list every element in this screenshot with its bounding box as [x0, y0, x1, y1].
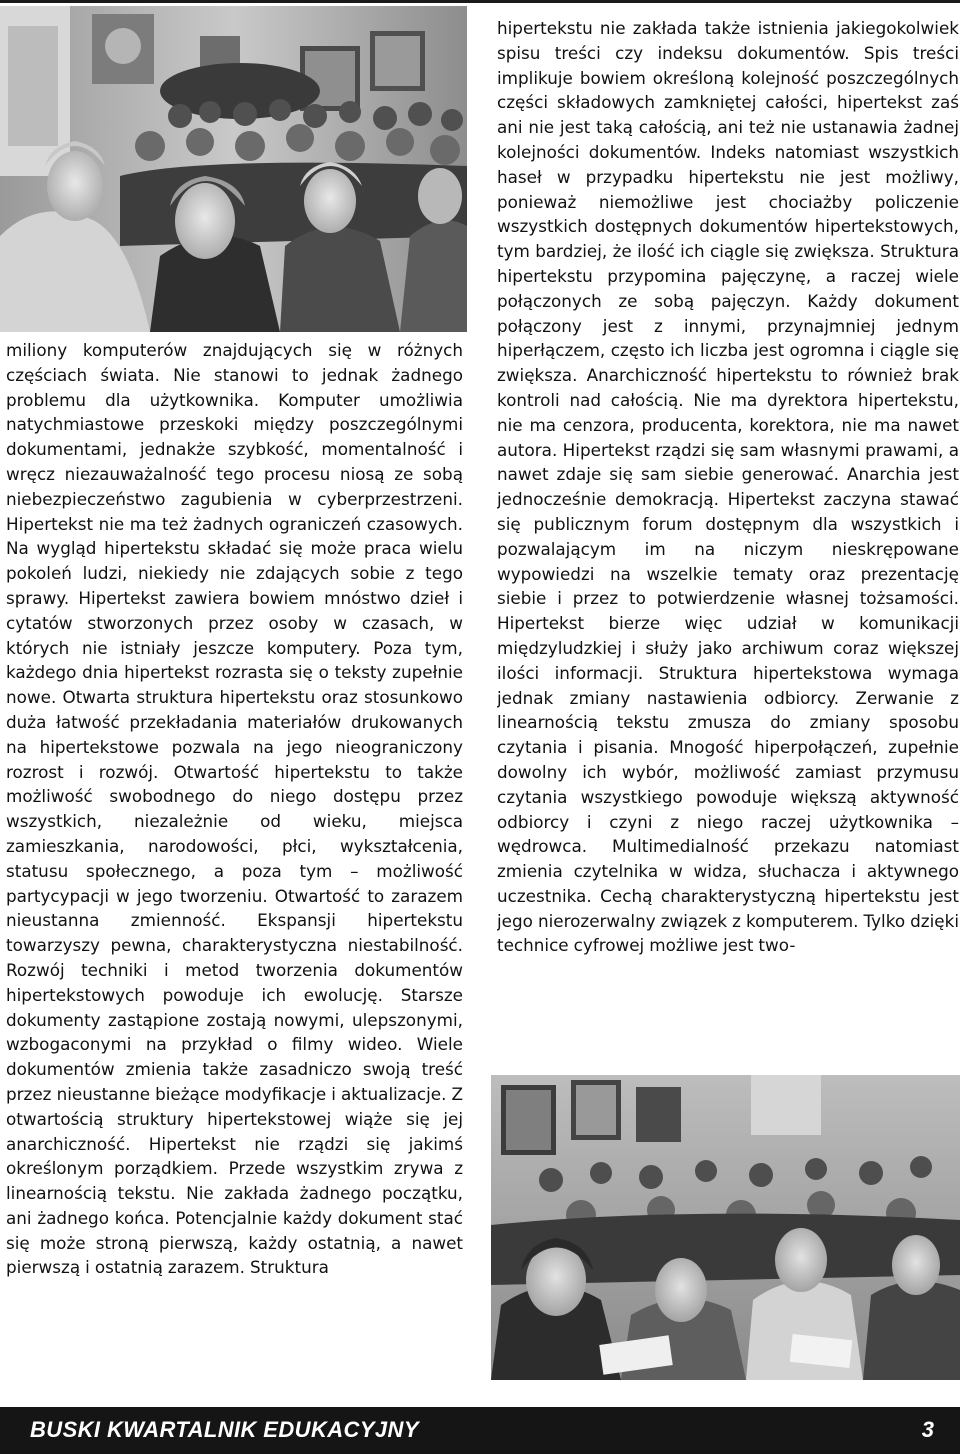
audience-photo-top-image	[0, 6, 467, 332]
article-text-right-column: hipertekstu nie zakłada także istnienia jakiegokolwiek spisu treści czy indeksu dokumentów. Spis treści implikuje bowiem określoną kolejność poszczególnych części składowych zamkniętej całości, hipertekst zaś ani nie jest taką całością, ani też nie ustanawia żadnej kolejności dokumentów. Indeks natomiast wszystkich haseł w przypadku hipertekstu nie jest możliwy, ponieważ niemożliwe jest chociażby policzenie wszystkich dostępnych dokumentów hipertekstowych, tym bardziej, że ilość ich ciągle się zwiększa. Struktura hipertekstu przypomina pajęczynę, a raczej wiele połączonych ze sobą pajęczyn. Każdy dokument połączony jest z innymi, przynajmniej jednym hiperłączem, często ich liczba jest ogromna i ciągle się zwiększa. Anarchiczność hipertekstu to również brak kontroli nad całością. Nie ma dyrektora hipertekstu, nie ma cenzora, producenta, korektora, nie ma nawet autora. Hipertekst rządzi się sam własnymi prawami, a nawet zdaje się sam siebie generować. Anarchia jest jednocześnie demokracją. Hipertekst zaczyna stawać się publicznym forum dostępnym dla wszystkich i pozwalającym im na niczym nieskrępowane wypowiedzi na wszelkie tematy oraz prezentację siebie i przez to potwierdzenie własnej tożsamości. Hipertekst bierze więc udział w komunikacji międzyludzkiej i służy jako archiwum coraz większej ilości informacji. Struktura hipertekstowa wymaga jednak zmiany nastawienia odbiorcy. Zerwanie z linearnością tekstu zmusza do zmiany sposobu czytania i pisania. Mnogość hiperpołączeń, zupełnie dowolny ich wybór, możliwość zamiast przymusu czytania wszystkiego powoduje większą aktywność odbiorcy i czyni z niego raczej użytkownika – wędrowca. Multimedialność przekazu natomiast zmienia czytelnika w widza, słuchacza i aktywnego uczestnika. Cechą charakterystyczną hipertekstu jest jego nierozerwalny związek z komputerem. Tylko dzięki technice cyfrowej możliwe jest two-	[497, 18, 959, 956]
page-number: 3	[921, 1417, 934, 1442]
audience-photo-bottom-image	[491, 1075, 960, 1380]
page-footer	[0, 1407, 960, 1454]
article-text-left-column: miliony komputerów znajdujących się w różnych częściach świata. Nie stanowi to jednak żadnego problemu dla użytkownika. Komputer umożliwia natychmiastowe przeskoki między poszczególnymi dokumentami, jednakże szybkość, momentalność i wręcz niezauważalność tego procesu niosą ze sobą niebezpieczeństwo zagubienia w cyberprzestrzeni. Hipertekst nie ma też żadnych ograniczeń czasowych. Na wygląd hipertekstu składać się może praca wielu pokoleń ludzi, niekiedy nie zdających sobie z tego sprawy. Hipertekst zawiera bowiem mnóstwo dzieł i cytatów stworzonych przez osoby w czasach, w których nie istniały jeszcze komputery. Poza tym, każdego dnia hipertekst rozrasta się o teksty zupełnie nowe. Otwarta struktura hipertekstu oraz stosunkowo duża łatwość przekładania materiałów drukowanych na hipertekstowe pozwala na jego nieograniczony rozrost i rozwój. Otwartość hipertekstu to także możliwość swobodnego do niego dostępu przez wszystkich, niezależnie od wieku, miejsca zamieszkania, narodowości, płci, wykształcenia, statusu społecznego, a poza tym – możliwość partycypacji w jego tworzeniu. Otwartość to zarazem nieustanna zmienność. Ekspansji hipertekstu towarzyszy pewna, charakterystyczna niestabilność. Rozwój techniki i metod tworzenia dokumentów hipertekstowych powoduje ich ewolucję. Starsze dokumenty zastąpione zostają nowymi, ulepszonymi, wzbogaconymi na przykład o filmy wideo. Wiele dokumentów zmienia także zasadniczo swoją treść przez nieustanne bieżące modyfikacje i aktualizacje. Z otwartością struktury hipertekstowej wiąże się jej anarchiczność. Hipertekst nie rządzi się jakimś określonym porządkiem. Przede wszystkim zrywa z linearnością tekstu. Nie zakłada żadnego początku, ani żadnego końca. Potencjalnie każdy dokument stać się może stroną pierwszą, każdy ostatnią, a nawet pierwszą i ostatnią zarazem. Struktura	[6, 340, 463, 1278]
top-rule	[0, 0, 960, 3]
audience-photo-top	[0, 6, 467, 332]
publication-title: BUSKI KWARTALNIK EDUKACYJNY	[30, 1417, 419, 1442]
audience-photo-bottom	[491, 1075, 960, 1380]
